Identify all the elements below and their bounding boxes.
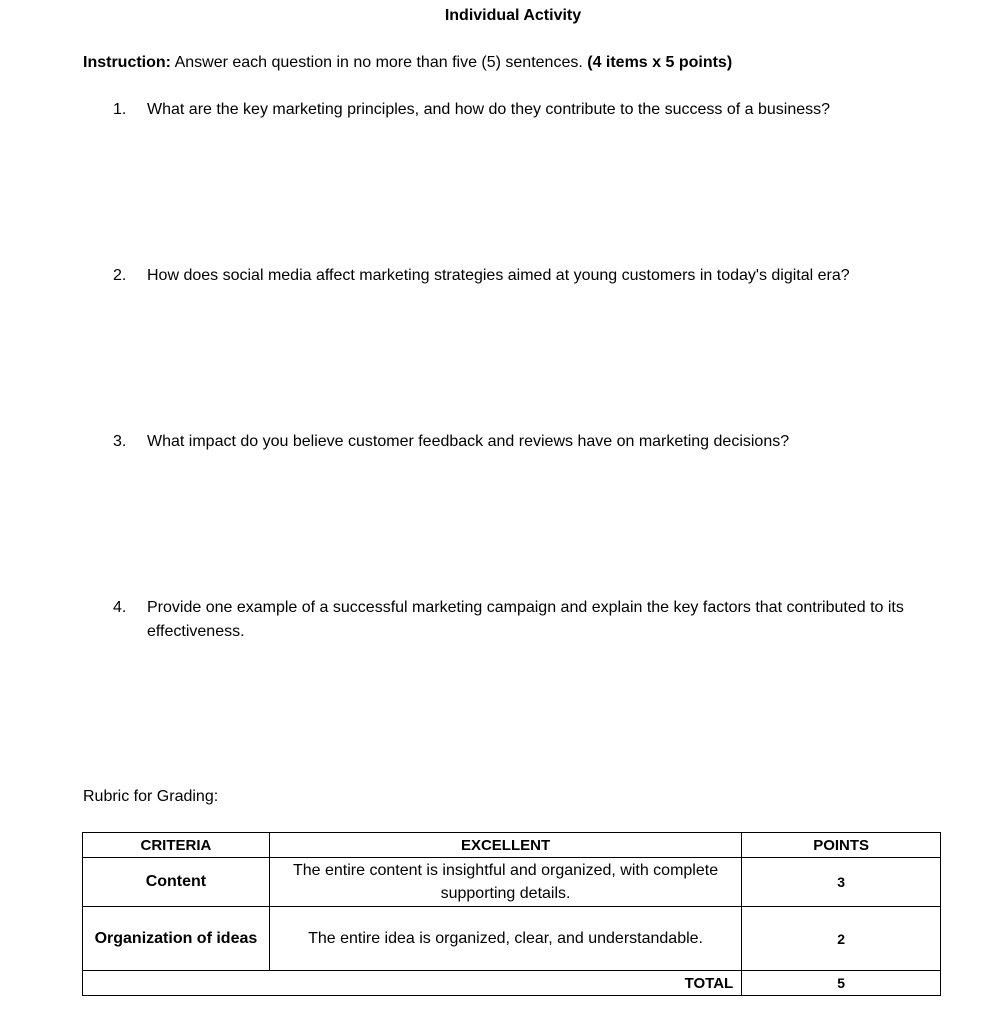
instruction-text: Answer each question in no more than five (5) sentences. xyxy=(171,54,588,71)
header-excellent: EXCELLENT xyxy=(269,833,741,858)
question-number: 3. xyxy=(113,433,127,450)
total-label: TOTAL xyxy=(83,971,742,996)
points-cell: 2 xyxy=(742,907,941,971)
table-row xyxy=(83,858,941,907)
rubric-header-row xyxy=(83,833,941,858)
total-row xyxy=(83,971,941,996)
instruction xyxy=(83,53,963,73)
total-points: 5 xyxy=(742,971,941,996)
header-points: POINTS xyxy=(742,833,941,858)
excellent-cell: The entire content is insightful and organized, with complete supporting details. xyxy=(269,858,741,907)
question-text: How does social media affect marketing strategies aimed at young customers in today's digital era? xyxy=(147,267,850,284)
question-number: 1. xyxy=(113,101,127,118)
question-text: What are the key marketing principles, and how do they contribute to the success of a business? xyxy=(147,101,831,118)
activity-title: Individual Activity xyxy=(444,7,582,24)
question-number: 4. xyxy=(113,599,127,616)
criteria-cell: Organization of ideas xyxy=(83,907,270,971)
points-note: (4 items x 5 points) xyxy=(587,54,733,71)
question-text: Provide one example of a successful marketing campaign and explain the key factors that contributed to its effectiveness. xyxy=(147,599,904,640)
rubric-table xyxy=(82,832,941,996)
question-text: What impact do you believe customer feedback and reviews have on marketing decisions? xyxy=(147,433,790,450)
points-cell: 3 xyxy=(742,858,941,907)
header-criteria: CRITERIA xyxy=(83,833,270,858)
rubric-label: Rubric for Grading: xyxy=(83,788,219,805)
excellent-cell: The entire idea is organized, clear, and understandable. xyxy=(269,907,741,971)
table-row xyxy=(83,907,941,971)
instruction-label: Instruction: xyxy=(83,54,171,71)
question-number: 2. xyxy=(113,267,127,284)
criteria-cell: Content xyxy=(83,858,270,907)
